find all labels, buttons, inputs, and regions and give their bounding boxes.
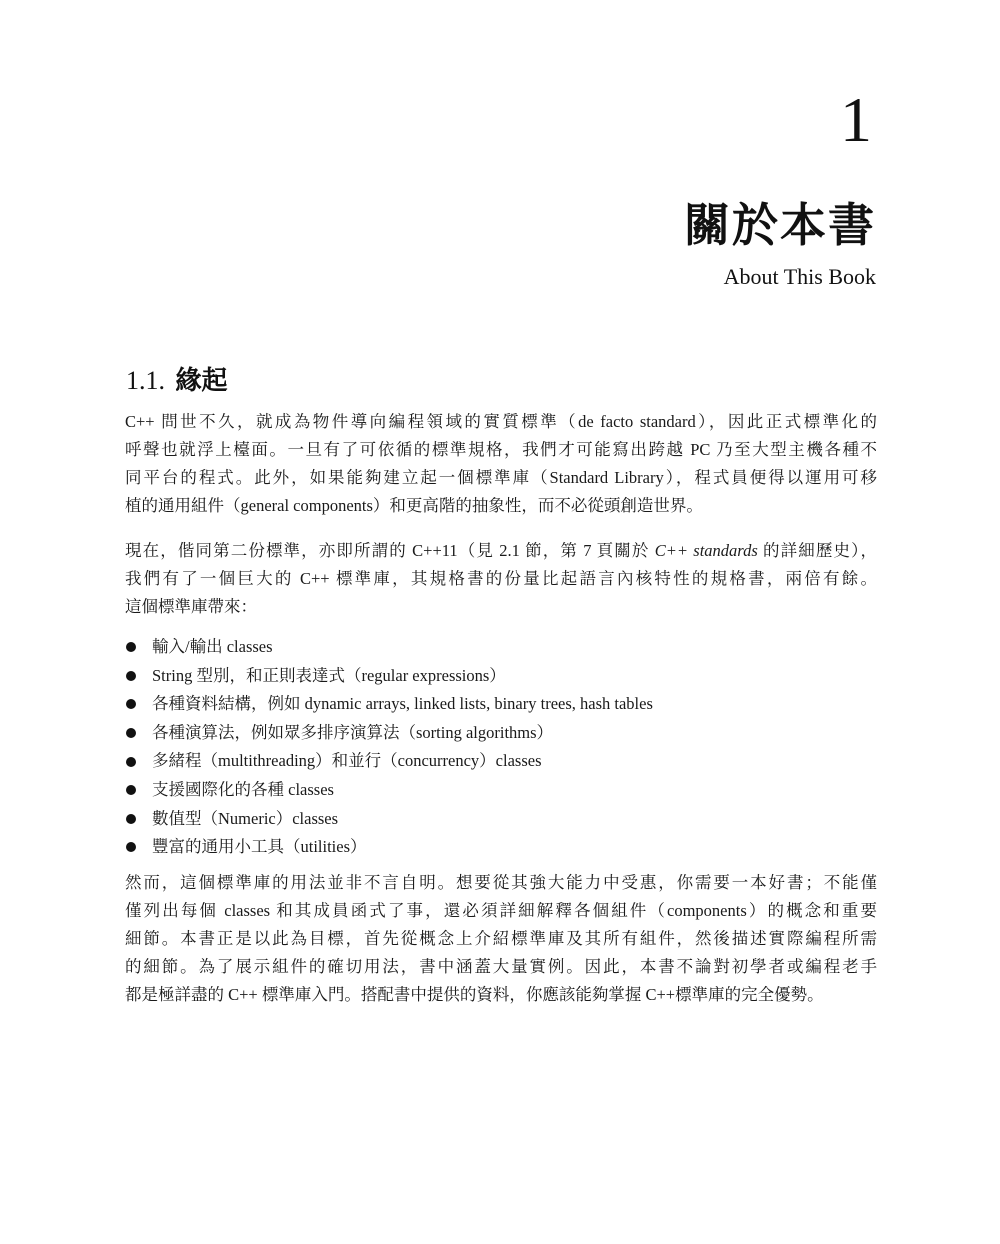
list-item-text: 多緒程（multithreading）和並行（concurrency）classes [152, 751, 542, 771]
bullet-icon [126, 699, 136, 709]
paragraph-conclusion [125, 869, 877, 1009]
bullet-icon [126, 728, 136, 738]
paragraph-line: 我們有了一個巨大的 C++ 標準庫，其規格書的份量比起語言內核特性的規格書，兩倍有餘。 [125, 569, 877, 588]
bullet-icon [126, 671, 136, 681]
list-item [125, 719, 877, 748]
list-item-text: 豐富的通用小工具（utilities） [152, 837, 367, 857]
paragraph-line: 然而，這個標準庫的用法並非不言自明。想要從其強大能力中受惠，你需要一本好書；不能僅 [125, 873, 877, 892]
list-item-text: String 型別，和正則表達式（regular expressions） [152, 665, 506, 685]
list-item-text: 各種演算法，例如眾多排序演算法（sorting algorithms） [152, 722, 554, 742]
section-title: 緣起 [175, 366, 228, 396]
chapter-subtitle: About This Book [723, 264, 876, 289]
italic-term: C++ standards [654, 541, 758, 560]
list-item [125, 690, 877, 719]
bullet-icon [126, 842, 136, 852]
bullet-icon [126, 642, 136, 652]
chapter-number: 1 [840, 84, 872, 155]
bullet-icon [126, 757, 136, 767]
paragraph-line: 僅列出每個 classes 和其成員函式了事，還必須詳細解釋各個組件（components）的概念和重要 [125, 901, 877, 920]
list-item [125, 805, 877, 834]
list-item [125, 633, 877, 662]
paragraph-line: C++ 問世不久，就成為物件導向編程領域的實質標準（de facto standard），因此正式標準化的 [125, 412, 877, 431]
list-item-text: 支援國際化的各種 classes [152, 779, 334, 799]
paragraph-line: 這個標準庫帶來： [125, 597, 257, 616]
list-item [125, 776, 877, 805]
section-heading [126, 360, 228, 397]
feature-list [125, 633, 877, 862]
bullet-icon [126, 785, 136, 795]
paragraph-line: 呼聲也就浮上檯面。一旦有了可依循的標準規格，我們才可能寫出跨越 PC 乃至大型主機各種不 [125, 440, 877, 459]
paragraph-origin [125, 408, 877, 520]
paragraph-line: 細節。本書正是以此為目標，首先從概念上介紹標準庫及其所有組件，然後描述實際編程所需 [125, 929, 877, 948]
bullet-icon [126, 814, 136, 824]
list-item-text: 輸入/輸出 classes [152, 637, 273, 656]
text-run: 現在，偕同第二份標準，亦即所謂的 C++11（見 2.1 節，第 7 頁關於 [125, 541, 655, 560]
paragraph-line: 植的通用組件（general components）和更高階的抽象性，而不必從頭創造世界。 [125, 496, 703, 515]
text-run: 的詳細歷史）， [757, 541, 877, 560]
list-item-text: 各種資料結構，例如 dynamic arrays, linked lists, binary trees, hash tables [152, 694, 653, 714]
list-item [125, 833, 877, 862]
list-item [125, 662, 877, 691]
list-item [125, 747, 877, 776]
paragraph-line: 同平台的程式。此外，如果能夠建立起一個標準庫（Standard Library），程式員便得以運用可移 [125, 468, 877, 487]
paragraph-line: 都是極詳盡的 C++ 標準庫入門。搭配書中提供的資料，你應該能夠掌握 C++標準庫的完全優勢。 [125, 985, 824, 1004]
chapter-title: 關於本書 [684, 198, 876, 252]
section-number: 1.1. [126, 366, 165, 395]
list-item-text: 數值型（Numeric）classes [152, 808, 339, 828]
paragraph-line: 的細節。為了展示組件的確切用法，書中涵蓋大量實例。因此，本書不論對初學者或編程老手 [125, 957, 877, 976]
paragraph-line [125, 537, 877, 565]
paragraph-cpp11 [125, 537, 877, 621]
